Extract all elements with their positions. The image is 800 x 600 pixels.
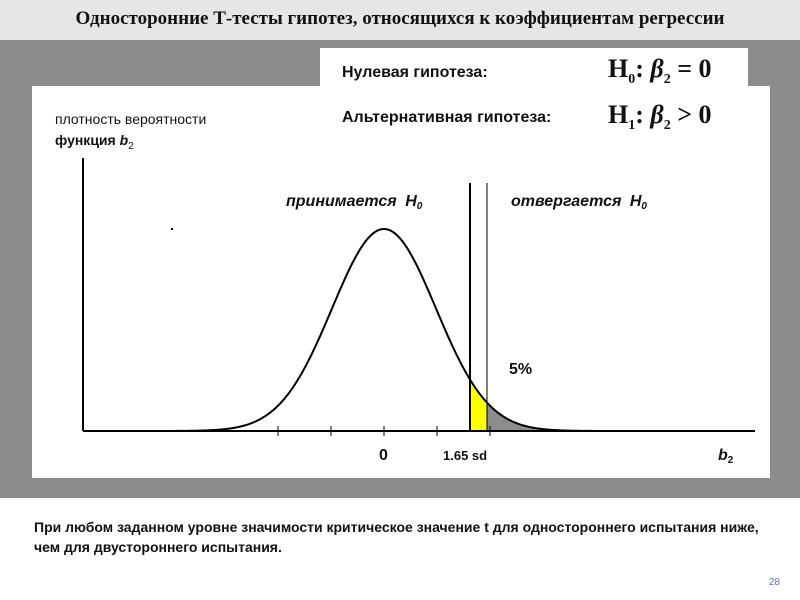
accept-region-label: принимается H0 [286,193,423,212]
density-curve [170,229,598,431]
x-label-critical: 1.65 sd [443,448,488,463]
alt-hypothesis-formula: $H_1$: $\beta_2 > 0$ [608,100,712,134]
tail-percent-label: 5% [509,361,533,378]
x-label-zero: 0 [379,447,388,464]
alt-hypothesis-label: Альтернативная гипотеза: [342,109,552,126]
slide-title: Односторонние Т-тесты гипотез, относящихся к коэффициентам регрессии [75,8,725,29]
page-number: 28 [768,577,780,588]
footer-note: При любом заданном уровне значимости критическое значение t для одностороннего испытания ниже, чем для двустороннего испытания. [34,519,759,555]
y-axis-label-line1: плотность вероятности [55,111,207,127]
null-hypothesis-formula: $H_0$: $\beta_2 = 0$ [608,54,712,88]
critical-band-area [470,380,487,431]
x-axis-variable-label: b2 [718,447,734,466]
y-axis-label-line2: функция $b_2$ [55,132,134,152]
reject-region-label: отвергается H0 [511,193,647,212]
stray-dot [171,228,173,230]
null-hypothesis-label: Нулевая гипотеза: [342,64,488,81]
